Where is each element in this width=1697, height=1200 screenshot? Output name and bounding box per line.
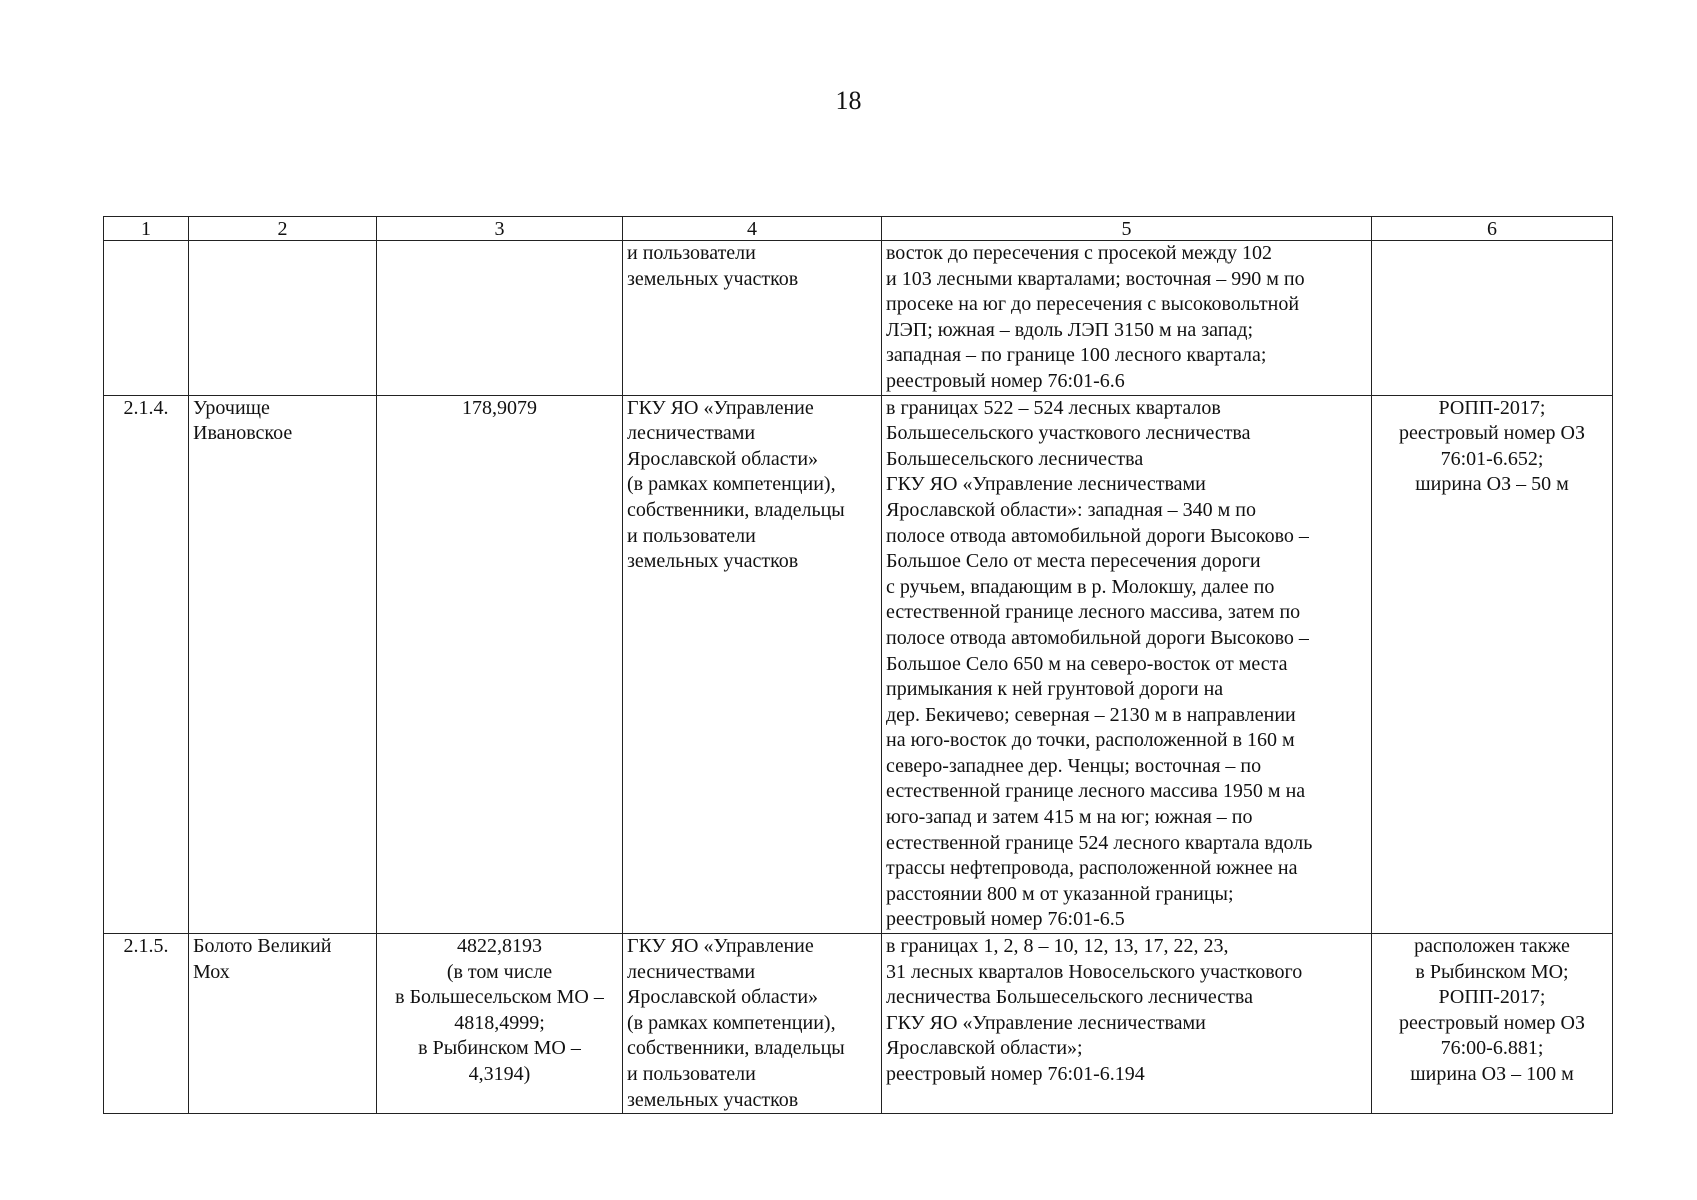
column-header: 2 <box>189 217 377 241</box>
organization-line: ГКУ ЯО «Управление <box>627 396 814 419</box>
note-line: ширина ОЗ – 50 м <box>1415 473 1569 496</box>
description-line: ЛЭП; южная – вдоль ЛЭП 3150 м на запад; <box>886 318 1254 341</box>
organization-line: Ярославской области» <box>627 986 819 1009</box>
table-row <box>104 241 1613 396</box>
organization-line: и пользователи <box>627 1063 756 1085</box>
description-line: Ярославской области»: западная – 340 м по <box>886 498 1256 521</box>
area-line: 178,9079 <box>462 396 537 419</box>
description-line: примыкания к ней грунтовой дороги на <box>886 678 1224 701</box>
description-line: восток до пересечения с просекой между 102 <box>886 242 1273 264</box>
note-cell <box>1372 241 1613 396</box>
description-line: естественной границе лесного массива 1950 м на <box>886 780 1306 803</box>
site-name-cell <box>189 241 377 396</box>
description-line: дер. Бекичево; северная – 2130 м в направлении <box>886 703 1296 726</box>
description-line: Большое Село от места пересечения дороги <box>886 550 1261 573</box>
description-line: с ручьем, впадающим в р. Молокшу, далее по <box>886 575 1275 598</box>
note-line: 76:01-6.652; <box>1440 447 1544 470</box>
organization-line: (в рамках компетенции), <box>627 1011 836 1034</box>
description-line: естественной границе лесного массива, затем по <box>886 601 1301 624</box>
area-line: 4,3194) <box>468 1063 531 1085</box>
table-row <box>104 395 1613 933</box>
column-header: 5 <box>882 217 1372 241</box>
description-line: Большесельского лесничества <box>886 447 1144 470</box>
row-number: 2.1.5. <box>123 935 169 958</box>
column-header: 6 <box>1372 217 1613 241</box>
column-number-header-row <box>104 217 1613 241</box>
description-line: просеке на юг до пересечения с высоковольтной <box>886 293 1300 316</box>
row-number-cell <box>104 395 189 933</box>
row-number-cell <box>104 934 189 1114</box>
note-line: РОПП-2017; <box>1438 396 1546 419</box>
description-line: полосе отвода автомобильной дороги Высоково – <box>886 524 1309 547</box>
description-line: расстоянии 800 м от указанной границы; <box>886 882 1234 905</box>
site-name-line: Болото Великий <box>193 935 332 958</box>
description-line: юго-запад и затем 415 м на юг; южная – по <box>886 806 1253 829</box>
description-line: Большесельского участкового лесничества <box>886 422 1251 445</box>
column-header: 3 <box>377 217 623 241</box>
row-number-cell <box>104 241 189 396</box>
description-cell <box>882 241 1372 396</box>
organization-cell <box>623 934 882 1114</box>
organization-line: лесничествами <box>627 960 756 983</box>
note-line: РОПП-2017; <box>1438 986 1546 1009</box>
description-line: в границах 522 – 524 лесных кварталов <box>886 396 1221 419</box>
description-line: западная – по границе 100 лесного квартала; <box>886 344 1267 367</box>
area-cell <box>377 934 623 1114</box>
note-line: в Рыбинском МО; <box>1415 960 1569 983</box>
description-line: в границах 1, 2, 8 – 10, 12, 13, 17, 22, 23, <box>886 935 1229 958</box>
note-line: 76:00-6.881; <box>1440 1037 1544 1060</box>
note-cell <box>1372 934 1613 1114</box>
site-name-cell <box>189 934 377 1114</box>
organization-line: земельных участков <box>627 1088 799 1111</box>
note-line: расположен также <box>1414 935 1570 958</box>
note-line: реестровый номер ОЗ <box>1398 422 1585 445</box>
note-line: ширина ОЗ – 100 м <box>1410 1063 1574 1085</box>
description-line: полосе отвода автомобильной дороги Высоково – <box>886 626 1309 649</box>
note-line: реестровый номер ОЗ <box>1398 1011 1585 1034</box>
row-number: 2.1.4. <box>123 396 169 419</box>
note-cell <box>1372 395 1613 933</box>
area-line: 4822,8193 <box>457 935 542 958</box>
organization-line: (в рамках компетенции), <box>627 473 836 496</box>
description-line: на юго-восток до точки, расположенной в 160 м <box>886 729 1295 752</box>
site-name-line: Ивановское <box>193 422 293 445</box>
organization-line: Ярославской области» <box>627 447 819 470</box>
area-line: в Рыбинском МО – <box>418 1037 581 1060</box>
area-cell <box>377 395 623 933</box>
organization-line: собственники, владельцы <box>627 498 845 521</box>
organization-line: и пользователи <box>627 524 756 547</box>
area-line: 4818,4999; <box>454 1011 545 1034</box>
description-line: ГКУ ЯО «Управление лесничествами <box>886 1011 1206 1034</box>
protected-areas-table <box>103 216 1613 1114</box>
description-line: реестровый номер 76:01-6.5 <box>886 908 1125 931</box>
area-cell <box>377 241 623 396</box>
organization-line: и пользователи <box>627 242 756 264</box>
site-name-line: Урочище <box>193 396 270 419</box>
description-line: и 103 лесными кварталами; восточная – 990 м по <box>886 267 1305 290</box>
organization-line: земельных участков <box>627 267 799 290</box>
description-line: Большое Село 650 м на северо-восток от места <box>886 652 1288 675</box>
description-line: лесничества Большесельского лесничества <box>886 986 1253 1009</box>
organization-line: земельных участков <box>627 550 799 573</box>
description-line: 31 лесных кварталов Новосельского участкового <box>886 960 1303 983</box>
site-name-cell <box>189 395 377 933</box>
description-line: реестровый номер 76:01-6.6 <box>886 369 1125 392</box>
description-line: реестровый номер 76:01-6.194 <box>886 1063 1145 1085</box>
organization-cell <box>623 395 882 933</box>
description-line: северо-западнее дер. Ченцы; восточная – по <box>886 754 1262 777</box>
description-line: естественной границе 524 лесного квартала вдоль <box>886 831 1313 854</box>
table-row <box>104 934 1613 1114</box>
site-name-line: Мох <box>193 960 230 983</box>
description-cell <box>882 395 1372 933</box>
page-number: 18 <box>835 86 862 115</box>
organization-cell <box>623 241 882 396</box>
description-line: Ярославской области»; <box>886 1037 1083 1060</box>
organization-line: лесничествами <box>627 422 756 445</box>
description-line: трассы нефтепровода, расположенной южнее на <box>886 857 1298 880</box>
description-line: ГКУ ЯО «Управление лесничествами <box>886 473 1206 496</box>
column-header: 1 <box>104 217 189 241</box>
area-line: (в том числе <box>446 960 553 983</box>
organization-line: собственники, владельцы <box>627 1037 845 1060</box>
description-cell <box>882 934 1372 1114</box>
organization-line: ГКУ ЯО «Управление <box>627 935 814 958</box>
area-line: в Большесельском МО – <box>395 986 604 1009</box>
column-header: 4 <box>623 217 882 241</box>
